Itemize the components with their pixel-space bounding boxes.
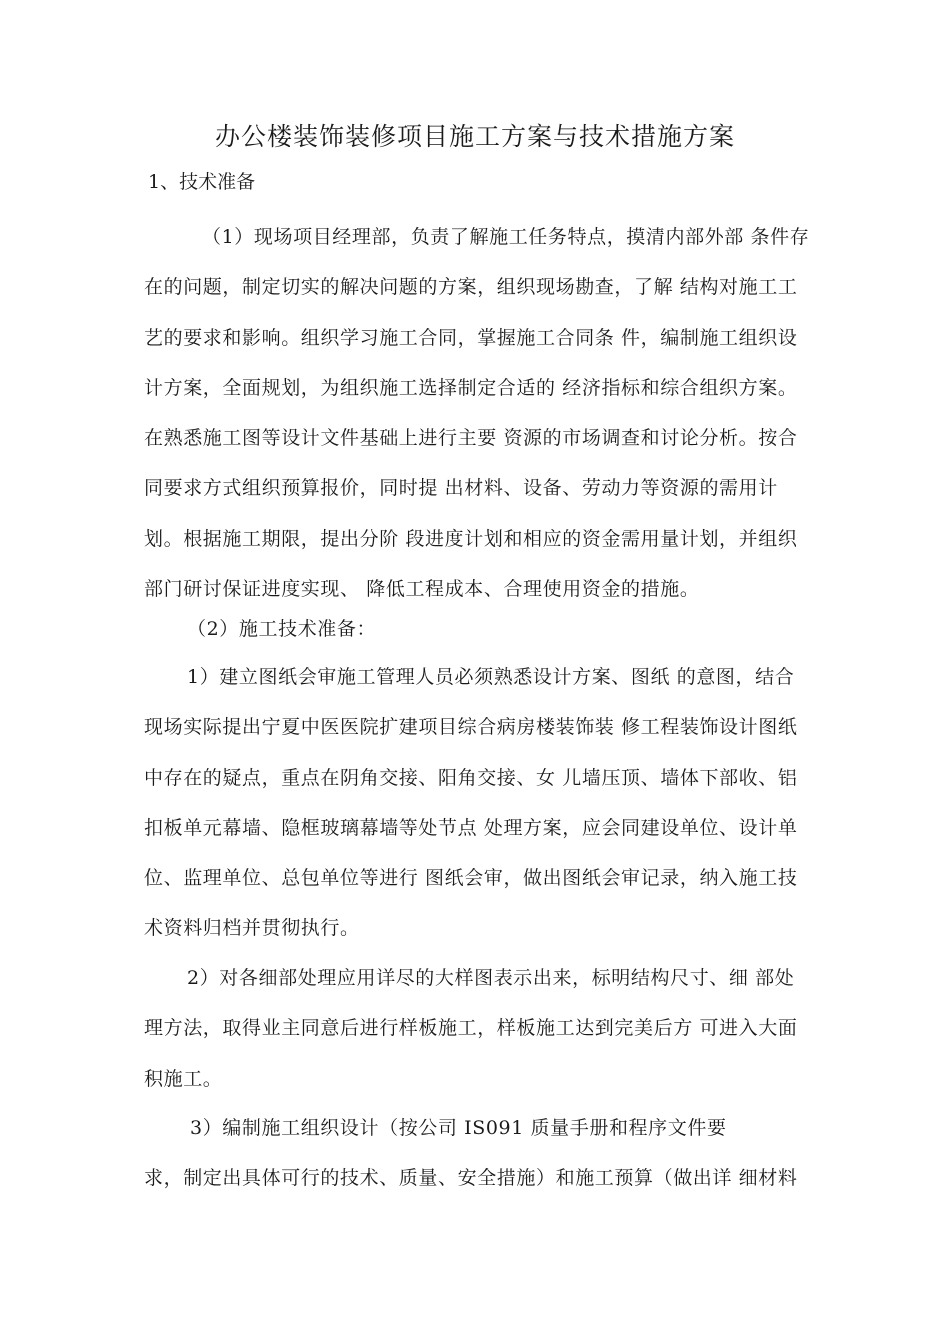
paragraph-site-management: [144, 212, 834, 614]
text-line: 1）建立图纸会审施工管理人员必须熟悉设计方案、图纸 的意图，结合: [187, 666, 795, 688]
text-line: 求，制定出具体可行的技术、质量、安全措施）和施工预算（做出详 细材料: [144, 1167, 798, 1190]
paragraph-item-2: [144, 953, 834, 1104]
text-line: 现场实际提出宁夏中医医院扩建项目综合病房楼装饰装 修工程装饰设计图纸: [144, 716, 798, 739]
text-line: 中存在的疑点，重点在阴角交接、阳角交接、女 儿墙压顶、墙体下部收、铝: [144, 766, 798, 789]
text-line: 在熟悉施工图等设计文件基础上进行主要 资源的市场调查和讨论分析。按合: [144, 427, 798, 450]
text-line: 同要求方式组织预算报价，同时提 出材料、设备、劳动力等资源的需用计: [144, 477, 778, 500]
text-line: 部门研讨保证进度实现、 降低工程成本、合理使用资金的措施。: [144, 578, 700, 601]
text-line: 术资料归档并贯彻执行。: [144, 917, 360, 940]
text-line: 在的问题，制定切实的解决问题的方案，组织现场勘查，了解 结构对施工工: [144, 276, 798, 299]
text-line: 理方法，取得业主同意后进行样板施工，样板施工达到完美后方 可进入大面: [144, 1017, 798, 1040]
text-line: 划。根据施工期限，提出分阶 段进度计划和相应的资金需用量计划，并组织: [144, 527, 798, 550]
text-line: 艺的要求和影响。组织学习施工合同，掌握施工合同条 件，编制施工组织设: [144, 326, 798, 349]
text-line: 3）编制施工组织设计（按公司 IS091 质量手册和程序文件要: [190, 1117, 727, 1139]
text-line: （1）现场项目经理部，负责了解施工任务特点，摸清内部外部 条件存: [202, 226, 810, 248]
section-heading: 1、技术准备: [148, 171, 256, 193]
text-line: 计方案，全面规划，为组织施工选择制定合适的 经济指标和综合组织方案。: [144, 376, 798, 399]
text-line: 位、监理单位、总包单位等进行 图纸会审，做出图纸会审记录，纳入施工技: [144, 867, 798, 890]
paragraph-construction-tech-prep: [144, 604, 834, 654]
text-line: 2）对各细部处理应用详尽的大样图表示出来，标明结构尺寸、细 部处: [187, 967, 795, 989]
paragraph-item-1: [144, 652, 834, 954]
text-line: 积施工。: [144, 1067, 223, 1090]
text-line: 扣板单元幕墙、隐框玻璃幕墙等处节点 处理方案，应会同建设单位、设计单: [144, 816, 798, 839]
document-title: 办公楼装饰装修项目施工方案与技术措施方案: [214, 122, 735, 151]
text-line: （2）施工技术准备：: [187, 618, 377, 640]
paragraph-item-3: [144, 1103, 834, 1204]
